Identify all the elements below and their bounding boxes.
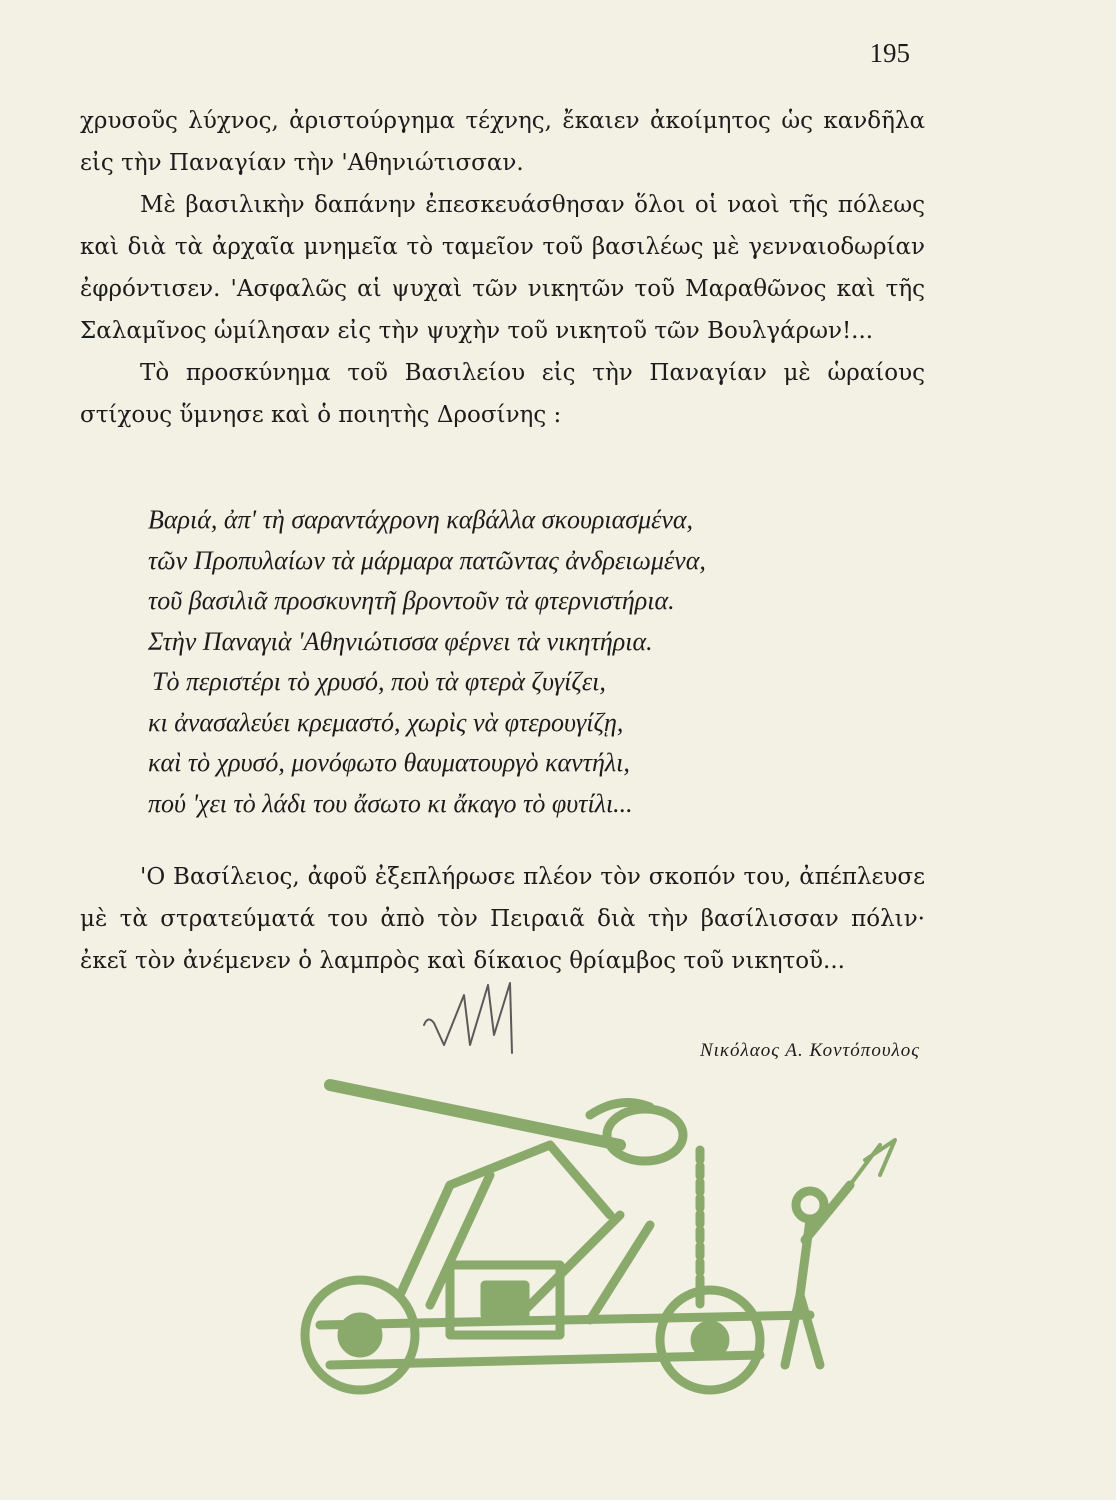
signature: Νικόλαος Α. Κοντόπουλος (699, 1040, 920, 1061)
paragraph: Τὸ προσκύνημα τοῦ Βασιλείου εἰς τὴν Παναγίαν μὲ ὡραίους στίχους ὕμνησε καὶ ὁ ποιητὴς Δροσίνης : (80, 360, 925, 428)
poem-line: Στὴν Παναγιὰ 'Αθηνιώτισσα φέρνει τὰ νικητήρια. (148, 626, 653, 656)
poem-line: κι ἀνασαλεύει κρεμαστό, χωρὶς νὰ φτερουγίζῃ, (148, 707, 624, 737)
prose-bottom (80, 856, 925, 982)
paragraph: 'Ο Βασίλειος, ἀφοῦ ἐξεπλήρωσε πλέον τὸν σκοπόν του, ἀπέπλευσε μὲ τὰ στρατεύματά του ἀπὸ τὸν Πειραιᾶ διὰ τὴν βασίλισσαν πόλιν· ἐκεῖ τὸν ἀνέμενεν ὁ λαμπρὸς καὶ δίκαιος θρίαμβος τοῦ νικητοῦ... (80, 864, 925, 974)
page-number: 195 (869, 38, 910, 68)
poem-line: Βαριά, ἀπ' τὴ σαραντάχρονη καβάλλα σκουριασμένα, (148, 505, 694, 534)
poem-line: Τὸ περιστέρι τὸ χρυσό, ποὺ τὰ φτερὰ ζυγίζει, (152, 667, 606, 696)
poem-line: τοῦ βασιλιᾶ προσκυνητῆ βροντοῦν τὰ φτερνιστήρια. (148, 586, 675, 615)
poem-line: πού 'χει τὸ λάδι του ἄσωτο κι ἄκαγο τὸ φυτίλι... (148, 788, 633, 818)
paragraph: Μὲ βασιλικὴν δαπάνην ἐπεσκευάσθησαν ὅλοι οἱ ναοὶ τῆς πόλεως καὶ διὰ τὰ ἀρχαῖα μνημεῖα τὸ ταμεῖον τοῦ βασιλέως μὲ γενναιοδωρίαν ἐφρόντισεν. 'Ασφαλῶς αἱ ψυχαὶ τῶν νικητῶν τοῦ Μαραθῶνος καὶ τῆς Σαλαμῖνος ὡμίλησαν εἰς τὴν ψυχὴν τοῦ νικητοῦ τῶν Βουλγάρων!... (80, 192, 925, 344)
handwritten-mark (420, 975, 530, 1055)
catapult-illustration (290, 1065, 910, 1480)
poem-line: καὶ τὸ χρυσό, μονόφωτο θαυματουργὸ καντήλι, (148, 748, 630, 777)
paragraph: χρυσοῦς λύχνος, ἀριστούργημα τέχνης, ἔκαιεν ἀκοίμητος ὡς κανδῆλα εἰς τὴν Παναγίαν τὴν 'Αθηνιώτισσαν. (80, 108, 925, 176)
poem-line: τῶν Προπυλαίων τὰ μάρμαρα πατῶντας ἀνδρειωμένα, (148, 545, 706, 575)
poem (148, 500, 908, 824)
prose-top (80, 100, 925, 436)
